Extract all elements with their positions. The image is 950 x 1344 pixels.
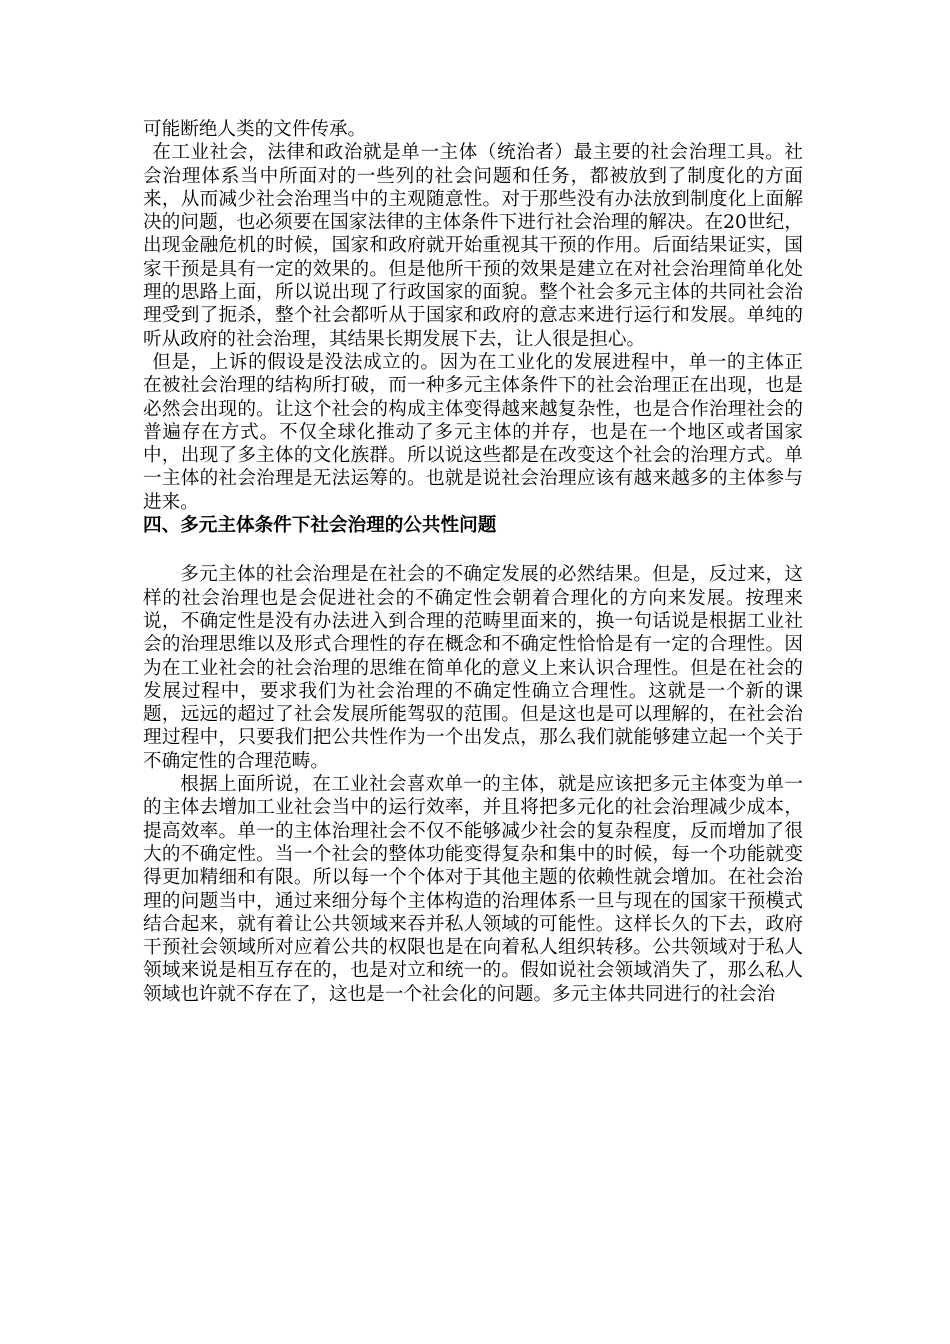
paragraph-industrial-society: 在工业社会，法律和政治就是单一主体（统治者）最主要的社会治理工具。社会治理体系当中所面对的一些列的社会问题和任务，都被放到了制度化的方面来，从而减少社会治理当中的主观随意性。对于那些没有办法放到制度化上面解决的问题，也必须要在国家法律的主体条件下进行社会治理的解决。在20世纪，出现金融危机的时候，国家和政府就开始重视其干预的作用。后面结果证实，国家干预是具有一定的效果的。但是他所干预的效果是建立在对社会治理简单化处理的思路上面，所以说出现了行政国家的面貌。整个社会多元主体的共同社会治理受到了扼杀，整个社会都听从于国家和政府的意志来进行运行和发展。单纯的听从政府的社会治理，其结果长期发展下去，让人很是担心。 (143, 142, 803, 350)
document-page (143, 118, 803, 1006)
paragraph-assumption: 但是，上诉的假设是没法成立的。因为在工业化的发展进程中，单一的主体正在被社会治理的结构所打破，而一种多元主体条件下的社会治理正在出现，也是必然会出现的。让这个社会的构成主体变得越来越复杂性，也是合作治理社会的普遍存在方式。不仅全球化推动了多元主体的并存，也是在一个地区或者国家中，出现了多主体的文化族群。所以说这些都是在改变这个社会的治理方式。单一主体的社会治理是无法运筹的。也就是说社会治理应该有越来越多的主体参与进来。 (143, 351, 803, 513)
section-heading: 四、多元主体条件下社会治理的公共性问题 (143, 515, 497, 537)
paragraph-single-subject: 根据上面所说，在工业社会喜欢单一的主体，就是应该把多元主体变为单一的主体去增加工业社会当中的运行效率，并且将把多元化的社会治理减少成本，提高效率。单一的主体治理社会不仅不能够减少社会的复杂程度，反而增加了很大的不确定性。当一个社会的整体功能变得复杂和集中的时候，每一个功能就变得更加精细和有限。所以每一个个体对于其他主题的依赖性就会增加。在社会治理的问题当中，通过来细分每个主体构造的治理体系一旦与现在的国家干预模式结合起来，就有着让公共领域来吞并私人领域的可能性。这样长久的下去，政府干预社会领域所对应着公共的权限也是在向着私人组织转移。公共领域对于私人领域来说是相互存在的，也是对立和统一的。假如说社会领域消失了，那么私人领域也许就不存在了，这也是一个社会化的问题。多元主体共同进行的社会治 (143, 774, 803, 1005)
paragraph-multi-subject: 多元主体的社会治理是在社会的不确定发展的必然结果。但是，反过来，这样的社会治理也是会促进社会的不确定性会朝着合理化的方向来发展。按理来说，不确定性是没有办法进入到合理的范畴里面来的，换一句话说是根据工业社会的治理思维以及形式合理性的存在概念和不确定性恰恰是有一定的合理性。因为在工业社会的社会治理的思维在简单化的意义上来认识合理性。但是在社会的发展过程中，要求我们为社会治理的不确定性确立合理性。这就是一个新的课题，远远的超过了社会发展所能驾驭的范围。但是这也是可以理解的，在社会治理过程中，只要我们把公共性作为一个出发点，那么我们就能够建立起一个关于不确定性的合理范畴。 (143, 564, 803, 772)
paragraph-continuation: 可能断绝人类的文件传承。 (143, 119, 367, 140)
heading-spacer (143, 537, 803, 563)
